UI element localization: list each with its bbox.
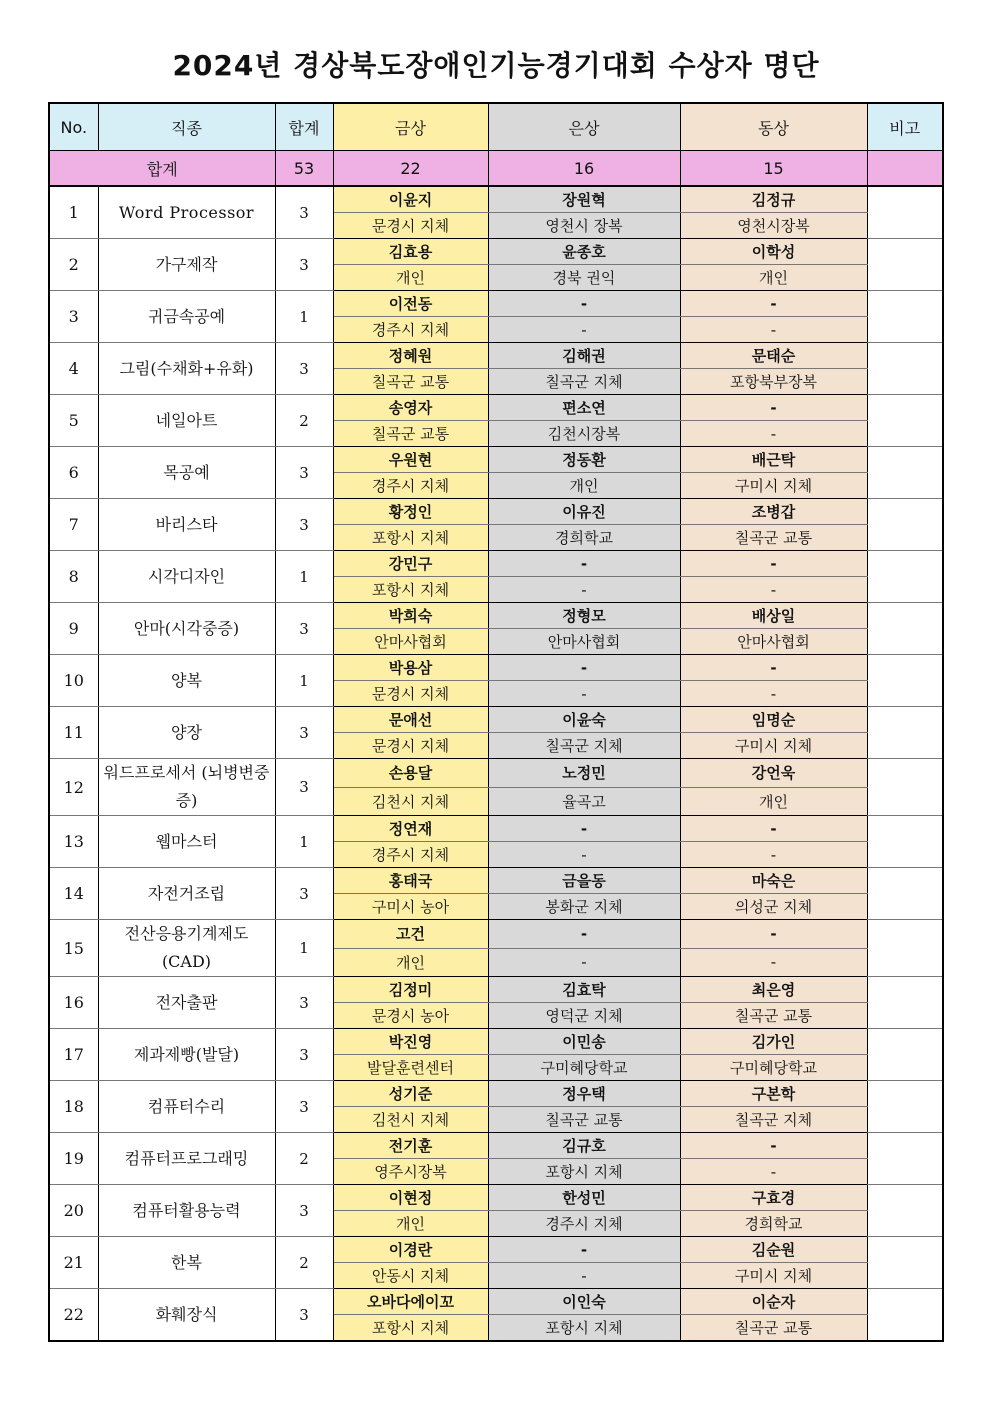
gold-winner-name: 정연재 (333, 816, 488, 842)
silver-winner-name: 정동환 (488, 447, 680, 473)
gold-winner-affiliation: 김천시 지체 (333, 1107, 488, 1133)
row-sum: 2 (275, 395, 333, 447)
silver-winner-affiliation: - (488, 842, 680, 868)
silver-winner-name: 장원혁 (488, 186, 680, 213)
event-name: 한복 (98, 1237, 275, 1289)
bronze-winner-name: 마숙은 (680, 868, 867, 894)
row-sum: 3 (275, 447, 333, 499)
table-row (49, 707, 943, 733)
event-name: 귀금속공예 (98, 291, 275, 343)
silver-winner-affiliation: 경북 권익 (488, 265, 680, 291)
table-row (49, 1237, 943, 1263)
event-name: 컴퓨터수리 (98, 1081, 275, 1133)
table-row (49, 1185, 943, 1211)
event-name: 제과제빵(발달) (98, 1029, 275, 1081)
note-cell (867, 655, 943, 707)
note-cell (867, 186, 943, 239)
bronze-winner-affiliation: 경희학교 (680, 1211, 867, 1237)
bronze-winner-name: 구효경 (680, 1185, 867, 1211)
note-cell (867, 868, 943, 920)
silver-winner-affiliation: 칠곡군 교통 (488, 1107, 680, 1133)
bronze-winner-name: - (680, 551, 867, 577)
gold-winner-name: 손용달 (333, 759, 488, 788)
row-number: 15 (49, 920, 98, 977)
totals-gold: 22 (333, 151, 488, 187)
table-row (49, 1133, 943, 1159)
silver-winner-name: 정형모 (488, 603, 680, 629)
gold-winner-name: 이현정 (333, 1185, 488, 1211)
row-number: 19 (49, 1133, 98, 1185)
bronze-winner-name: - (680, 920, 867, 949)
table-row (49, 447, 943, 473)
note-cell (867, 551, 943, 603)
gold-winner-affiliation: 안마사협회 (333, 629, 488, 655)
silver-winner-affiliation: - (488, 1263, 680, 1289)
gold-winner-name: 박진영 (333, 1029, 488, 1055)
row-number: 22 (49, 1289, 98, 1342)
header-sum: 합계 (275, 103, 333, 151)
bronze-winner-affiliation: - (680, 1159, 867, 1185)
silver-winner-affiliation: - (488, 317, 680, 343)
event-name: 시각디자인 (98, 551, 275, 603)
note-cell (867, 603, 943, 655)
row-sum: 3 (275, 1289, 333, 1342)
gold-winner-name: 이전동 (333, 291, 488, 317)
row-number: 1 (49, 186, 98, 239)
silver-winner-name: - (488, 920, 680, 949)
bronze-winner-name: 김정규 (680, 186, 867, 213)
note-cell (867, 1185, 943, 1237)
silver-winner-name: 이유진 (488, 499, 680, 525)
silver-winner-affiliation: 포항시 지체 (488, 1315, 680, 1342)
bronze-winner-affiliation: - (680, 948, 867, 977)
silver-winner-name: 금을동 (488, 868, 680, 894)
gold-winner-name: 오바다에이꼬 (333, 1289, 488, 1315)
totals-note (867, 151, 943, 187)
silver-winner-name: 이윤숙 (488, 707, 680, 733)
row-sum: 1 (275, 816, 333, 868)
table-row (49, 343, 943, 369)
bronze-winner-affiliation: 칠곡군 교통 (680, 1003, 867, 1029)
gold-winner-affiliation: 개인 (333, 948, 488, 977)
row-sum: 3 (275, 868, 333, 920)
row-sum: 2 (275, 1133, 333, 1185)
row-number: 8 (49, 551, 98, 603)
silver-winner-affiliation: 안마사협회 (488, 629, 680, 655)
row-number: 5 (49, 395, 98, 447)
table-row (49, 920, 943, 949)
silver-winner-name: 노정민 (488, 759, 680, 788)
row-sum: 3 (275, 186, 333, 239)
bronze-winner-name: - (680, 291, 867, 317)
bronze-winner-name: 임명순 (680, 707, 867, 733)
row-number: 16 (49, 977, 98, 1029)
gold-winner-name: 박용삼 (333, 655, 488, 681)
note-cell (867, 395, 943, 447)
table-row (49, 816, 943, 842)
bronze-winner-affiliation: - (680, 421, 867, 447)
gold-winner-name: 박희숙 (333, 603, 488, 629)
table-row (49, 1081, 943, 1107)
table-row (49, 291, 943, 317)
bronze-winner-name: 강언욱 (680, 759, 867, 788)
row-sum: 1 (275, 551, 333, 603)
bronze-winner-name: 김가인 (680, 1029, 867, 1055)
gold-winner-name: 송영자 (333, 395, 488, 421)
header-job: 직종 (98, 103, 275, 151)
silver-winner-name: 정우택 (488, 1081, 680, 1107)
row-number: 7 (49, 499, 98, 551)
totals-sum: 53 (275, 151, 333, 187)
row-sum: 3 (275, 499, 333, 551)
header-note: 비고 (867, 103, 943, 151)
row-number: 12 (49, 759, 98, 816)
note-cell (867, 1289, 943, 1342)
totals-silver: 16 (488, 151, 680, 187)
silver-winner-name: - (488, 551, 680, 577)
event-name: 컴퓨터프로그래밍 (98, 1133, 275, 1185)
row-number: 18 (49, 1081, 98, 1133)
bronze-winner-name: - (680, 655, 867, 681)
table-row (49, 868, 943, 894)
silver-winner-name: 편소연 (488, 395, 680, 421)
silver-winner-affiliation: 영덕군 지체 (488, 1003, 680, 1029)
bronze-winner-affiliation: 구미혜당학교 (680, 1055, 867, 1081)
note-cell (867, 759, 943, 816)
bronze-winner-affiliation: - (680, 577, 867, 603)
row-sum: 3 (275, 1185, 333, 1237)
gold-winner-affiliation: 칠곡군 교통 (333, 421, 488, 447)
totals-bronze: 15 (680, 151, 867, 187)
silver-winner-name: - (488, 291, 680, 317)
note-cell (867, 920, 943, 977)
silver-winner-affiliation: 봉화군 지체 (488, 894, 680, 920)
row-number: 13 (49, 816, 98, 868)
note-cell (867, 291, 943, 343)
bronze-winner-affiliation: 구미시 지체 (680, 473, 867, 499)
header-gold: 금상 (333, 103, 488, 151)
silver-winner-affiliation: 영천시 장복 (488, 213, 680, 239)
bronze-winner-name: 구본학 (680, 1081, 867, 1107)
gold-winner-name: 이윤지 (333, 186, 488, 213)
bronze-winner-name: 조병갑 (680, 499, 867, 525)
silver-winner-affiliation: 구미혜당학교 (488, 1055, 680, 1081)
bronze-winner-affiliation: 개인 (680, 787, 867, 816)
gold-winner-affiliation: 구미시 농아 (333, 894, 488, 920)
bronze-winner-affiliation: 칠곡군 교통 (680, 1315, 867, 1342)
silver-winner-affiliation: - (488, 948, 680, 977)
gold-winner-affiliation: 경주시 지체 (333, 473, 488, 499)
bronze-winner-affiliation: - (680, 317, 867, 343)
bronze-winner-name: - (680, 816, 867, 842)
event-name: 전산응용기계제도 (CAD) (98, 920, 275, 977)
row-number: 9 (49, 603, 98, 655)
silver-winner-name: 김규호 (488, 1133, 680, 1159)
header-bronze: 동상 (680, 103, 867, 151)
event-name: 전자출판 (98, 977, 275, 1029)
totals-label: 합계 (49, 151, 275, 187)
silver-winner-name: 이민송 (488, 1029, 680, 1055)
bronze-winner-name: 문태순 (680, 343, 867, 369)
table-row (49, 655, 943, 681)
gold-winner-name: 이경란 (333, 1237, 488, 1263)
event-name: 컴퓨터활용능력 (98, 1185, 275, 1237)
note-cell (867, 499, 943, 551)
row-number: 21 (49, 1237, 98, 1289)
gold-winner-affiliation: 문경시 지체 (333, 681, 488, 707)
silver-winner-name: 이인숙 (488, 1289, 680, 1315)
table-row (49, 551, 943, 577)
note-cell (867, 1081, 943, 1133)
row-number: 10 (49, 655, 98, 707)
page-title: 2024년 경상북도장애인기능경기대회 수상자 명단 (172, 49, 820, 82)
event-name: 네일아트 (98, 395, 275, 447)
row-sum: 3 (275, 977, 333, 1029)
silver-winner-affiliation: 개인 (488, 473, 680, 499)
note-cell (867, 1133, 943, 1185)
gold-winner-affiliation: 문경시 지체 (333, 213, 488, 239)
bronze-winner-name: 최은영 (680, 977, 867, 1003)
row-sum: 3 (275, 603, 333, 655)
bronze-winner-affiliation: 구미시 지체 (680, 1263, 867, 1289)
table-row (49, 1029, 943, 1055)
silver-winner-affiliation: 칠곡군 지체 (488, 733, 680, 759)
row-number: 14 (49, 868, 98, 920)
silver-winner-name: 김해권 (488, 343, 680, 369)
gold-winner-affiliation: 경주시 지체 (333, 842, 488, 868)
silver-winner-affiliation: - (488, 681, 680, 707)
note-cell (867, 1237, 943, 1289)
gold-winner-affiliation: 발달훈련센터 (333, 1055, 488, 1081)
gold-winner-affiliation: 영주시장복 (333, 1159, 488, 1185)
row-sum: 1 (275, 655, 333, 707)
bronze-winner-affiliation: - (680, 681, 867, 707)
gold-winner-affiliation: 포항시 지체 (333, 577, 488, 603)
silver-winner-name: 한성민 (488, 1185, 680, 1211)
silver-winner-affiliation: 포항시 지체 (488, 1159, 680, 1185)
silver-winner-affiliation: 경희학교 (488, 525, 680, 551)
row-number: 6 (49, 447, 98, 499)
note-cell (867, 343, 943, 395)
gold-winner-affiliation: 개인 (333, 265, 488, 291)
bronze-winner-affiliation: 의성군 지체 (680, 894, 867, 920)
table-row (49, 499, 943, 525)
bronze-winner-affiliation: 칠곡군 지체 (680, 1107, 867, 1133)
gold-winner-affiliation: 문경시 지체 (333, 733, 488, 759)
event-name: 양복 (98, 655, 275, 707)
event-name: 화훼장식 (98, 1289, 275, 1342)
row-sum: 2 (275, 1237, 333, 1289)
gold-winner-affiliation: 포항시 지체 (333, 1315, 488, 1342)
totals-row (49, 151, 943, 187)
gold-winner-affiliation: 문경시 농아 (333, 1003, 488, 1029)
header-row (49, 103, 943, 151)
bronze-winner-name: - (680, 1133, 867, 1159)
header-silver: 은상 (488, 103, 680, 151)
silver-winner-affiliation: - (488, 577, 680, 603)
bronze-winner-name: 이학성 (680, 239, 867, 265)
bronze-winner-affiliation: 구미시 지체 (680, 733, 867, 759)
gold-winner-affiliation: 포항시 지체 (333, 525, 488, 551)
event-name: 자전거조립 (98, 868, 275, 920)
table-row (49, 1289, 943, 1315)
silver-winner-name: - (488, 816, 680, 842)
bronze-winner-name: 김순원 (680, 1237, 867, 1263)
gold-winner-name: 황정인 (333, 499, 488, 525)
row-sum: 3 (275, 239, 333, 291)
gold-winner-name: 고건 (333, 920, 488, 949)
row-number: 4 (49, 343, 98, 395)
note-cell (867, 707, 943, 759)
note-cell (867, 977, 943, 1029)
row-number: 17 (49, 1029, 98, 1081)
silver-winner-affiliation: 김천시장복 (488, 421, 680, 447)
event-name: 그림(수채화+유화) (98, 343, 275, 395)
bronze-winner-affiliation: 영천시장복 (680, 213, 867, 239)
event-name: 양장 (98, 707, 275, 759)
row-number: 11 (49, 707, 98, 759)
awards-table (48, 102, 944, 1342)
gold-winner-name: 홍태국 (333, 868, 488, 894)
silver-winner-name: - (488, 1237, 680, 1263)
note-cell (867, 447, 943, 499)
silver-winner-name: - (488, 655, 680, 681)
silver-winner-affiliation: 경주시 지체 (488, 1211, 680, 1237)
gold-winner-name: 전기훈 (333, 1133, 488, 1159)
event-name: 워드프로세서 (뇌병변중증) (98, 759, 275, 816)
note-cell (867, 816, 943, 868)
gold-winner-affiliation: 개인 (333, 1211, 488, 1237)
table-row (49, 977, 943, 1003)
bronze-winner-name: 배상일 (680, 603, 867, 629)
gold-winner-name: 정혜원 (333, 343, 488, 369)
gold-winner-name: 김효용 (333, 239, 488, 265)
silver-winner-affiliation: 칠곡군 지체 (488, 369, 680, 395)
bronze-winner-affiliation: - (680, 842, 867, 868)
gold-winner-name: 성기준 (333, 1081, 488, 1107)
event-name: 목공예 (98, 447, 275, 499)
gold-winner-affiliation: 안동시 지체 (333, 1263, 488, 1289)
row-sum: 3 (275, 1029, 333, 1081)
silver-winner-affiliation: 율곡고 (488, 787, 680, 816)
silver-winner-name: 김효탁 (488, 977, 680, 1003)
gold-winner-name: 김정미 (333, 977, 488, 1003)
event-name: 안마(시각중증) (98, 603, 275, 655)
row-number: 20 (49, 1185, 98, 1237)
row-sum: 1 (275, 920, 333, 977)
header-no: No. (49, 103, 98, 151)
table-row (49, 603, 943, 629)
table-row (49, 239, 943, 265)
row-sum: 3 (275, 707, 333, 759)
table-row (49, 186, 943, 213)
bronze-winner-name: 배근탁 (680, 447, 867, 473)
row-sum: 3 (275, 343, 333, 395)
row-sum: 3 (275, 759, 333, 816)
gold-winner-affiliation: 경주시 지체 (333, 317, 488, 343)
gold-winner-name: 문애선 (333, 707, 488, 733)
gold-winner-affiliation: 김천시 지체 (333, 787, 488, 816)
bronze-winner-affiliation: 안마사협회 (680, 629, 867, 655)
silver-winner-name: 윤종호 (488, 239, 680, 265)
bronze-winner-name: - (680, 395, 867, 421)
event-name: 가구제작 (98, 239, 275, 291)
gold-winner-name: 우원현 (333, 447, 488, 473)
note-cell (867, 1029, 943, 1081)
gold-winner-affiliation: 칠곡군 교통 (333, 369, 488, 395)
event-name: Word Processor (98, 186, 275, 239)
bronze-winner-name: 이순자 (680, 1289, 867, 1315)
event-name: 웹마스터 (98, 816, 275, 868)
event-name: 바리스타 (98, 499, 275, 551)
bronze-winner-affiliation: 포항북부장복 (680, 369, 867, 395)
table-row (49, 395, 943, 421)
row-number: 2 (49, 239, 98, 291)
row-number: 3 (49, 291, 98, 343)
note-cell (867, 239, 943, 291)
table-row (49, 759, 943, 788)
bronze-winner-affiliation: 칠곡군 교통 (680, 525, 867, 551)
row-sum: 3 (275, 1081, 333, 1133)
bronze-winner-affiliation: 개인 (680, 265, 867, 291)
gold-winner-name: 강민구 (333, 551, 488, 577)
row-sum: 1 (275, 291, 333, 343)
